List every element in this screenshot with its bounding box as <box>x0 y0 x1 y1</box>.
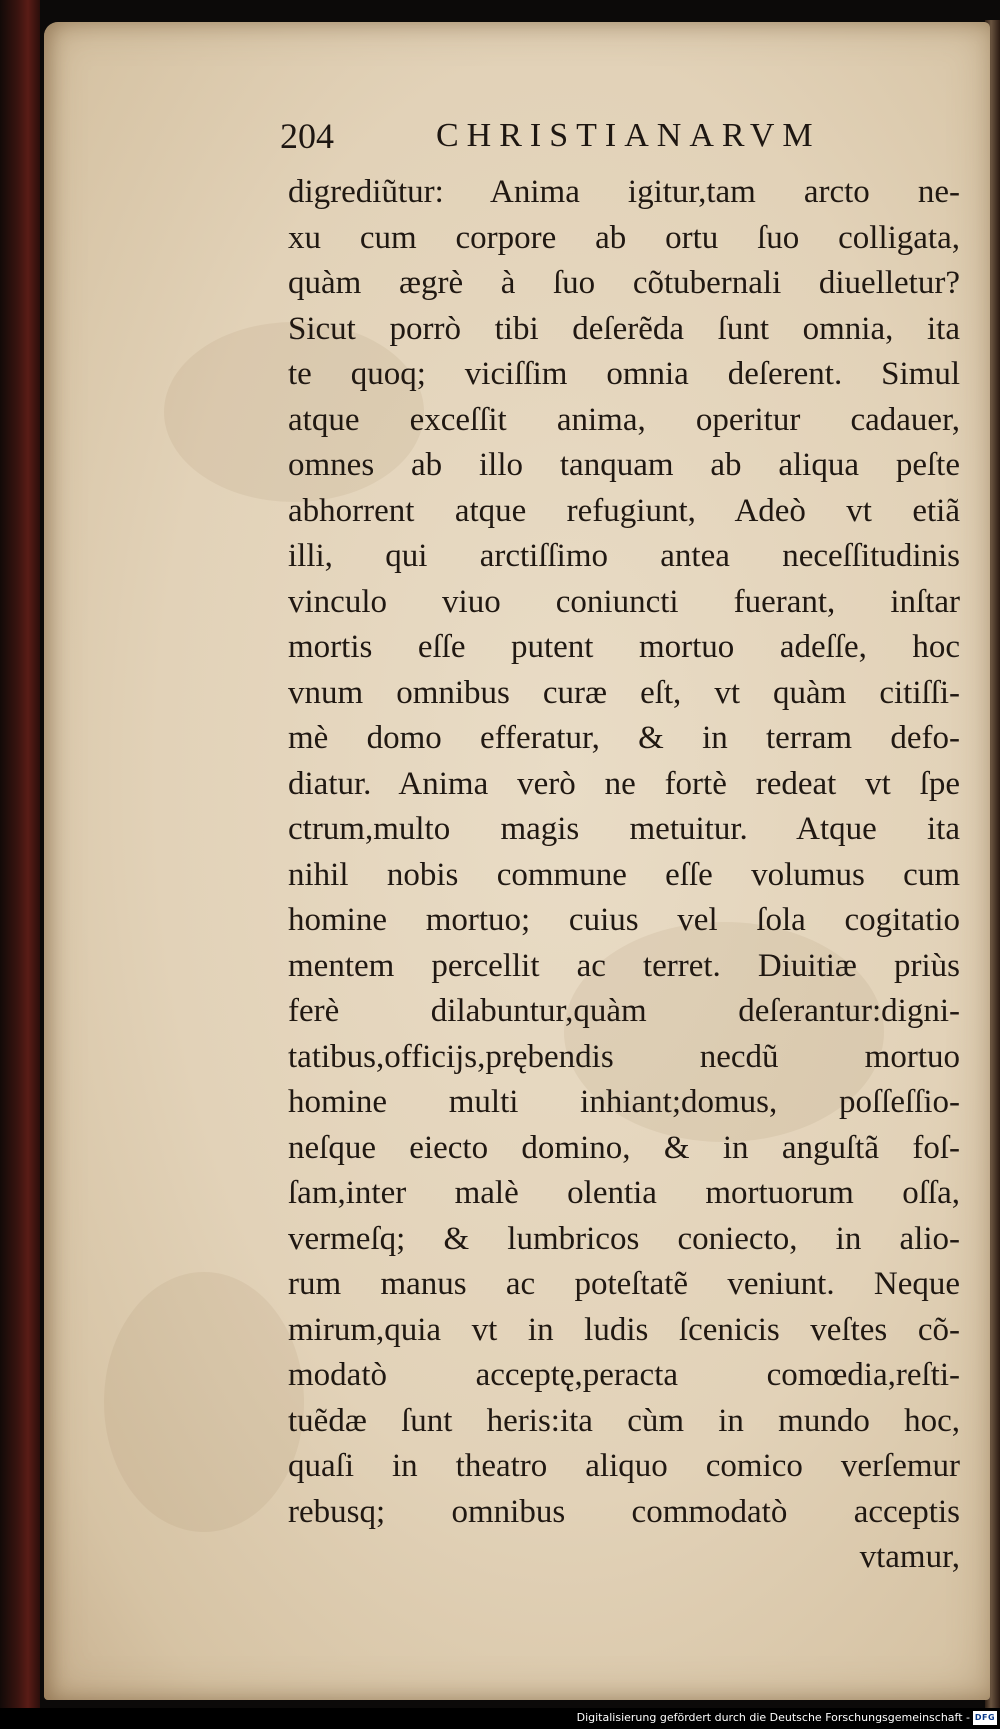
text-line: mentem percellit ac terret. Diuitiæ priùs <box>288 947 960 984</box>
text-line: mortis eſſe putent mortuo adeſſe, hoc <box>288 629 960 665</box>
text-line: tuẽdæ ſunt heris:ita cùm in mundo hoc, <box>288 1402 960 1439</box>
text-line: diatur. Anima verò ne fortè redeat vt ſpe <box>288 765 960 802</box>
text-line: illi, qui arctiſſimo antea neceſſitudinis <box>288 538 960 574</box>
text-line: digrediũtur: Anima igitur,tam arcto ne- <box>288 174 960 210</box>
digitization-credit: Digitalisierung gefördert durch die Deutsche Forschungsgemeinschaft - <box>576 1711 970 1724</box>
text-line: ferè dilabuntur,quàm deſerantur:digni- <box>288 993 960 1029</box>
text-line: homine mortuo; cuius vel ſola cogitatio <box>288 902 960 938</box>
text-line: vermeſq; & lumbricos coniecto, in alio- <box>288 1220 960 1257</box>
paper-stain <box>104 1272 304 1532</box>
text-line: vnum omnibus curæ eſt, vt quàm citiſſi- <box>288 674 960 711</box>
body-text <box>288 170 960 1581</box>
text-line: ctrum,multo magis metuitur. Atque ita <box>288 811 960 847</box>
text-line: ſam,inter malè olentia mortuorum oſſa, <box>288 1175 960 1211</box>
text-line: quàm ægrè à ſuo cõtubernali diuelletur? <box>288 265 960 301</box>
page-header <box>280 112 840 160</box>
text-line: quaſi in theatro aliquo comico verſemur <box>288 1448 960 1484</box>
text-line: rum manus ac poteſtatẽ veniunt. Neque <box>288 1266 960 1302</box>
text-line: rebusq; omnibus commodatò acceptis <box>288 1493 960 1530</box>
text-line: mè domo efferatur, & in terram defo- <box>288 720 960 756</box>
book-spine <box>0 0 40 1729</box>
text-line: te quoq; viciſſim omnia deſerent. Simul <box>288 356 960 392</box>
text-line: Sicut porrò tibi deſerẽda ſunt omnia, ita <box>288 310 960 347</box>
text-line: abhorrent atque refugiunt, Adeò vt etiã <box>288 492 960 529</box>
text-line: neſque eiecto domino, & in anguſtã foſ- <box>288 1129 960 1166</box>
text-line: omnes ab illo tanquam ab aliqua peſte <box>288 447 960 483</box>
page-number: 204 <box>280 116 334 156</box>
text-line: tatibus,officijs,prębendis necdũ mortuo <box>288 1038 960 1075</box>
text-line: nihil nobis commune eſſe volumus cum <box>288 856 960 893</box>
text-line: vtamur, <box>859 1539 960 1575</box>
text-line: modatò acceptę,peracta comœdia,reſti- <box>288 1357 960 1393</box>
text-line: atque exceſſit anima, operitur cadauer, <box>288 401 960 438</box>
text-line: xu cum corpore ab ortu ſuo colligata, <box>288 219 960 256</box>
text-line: mirum,quia vt in ludis ſcenicis veſtes cõ- <box>288 1311 960 1348</box>
text-line: homine multi inhiant;domus, poſſeſſio- <box>288 1084 960 1120</box>
running-title: CHRISTIANARVM <box>436 117 821 154</box>
text-line: vinculo viuo coniuncti fuerant, inſtar <box>288 583 960 620</box>
dfg-logo: DFG <box>973 1711 997 1725</box>
